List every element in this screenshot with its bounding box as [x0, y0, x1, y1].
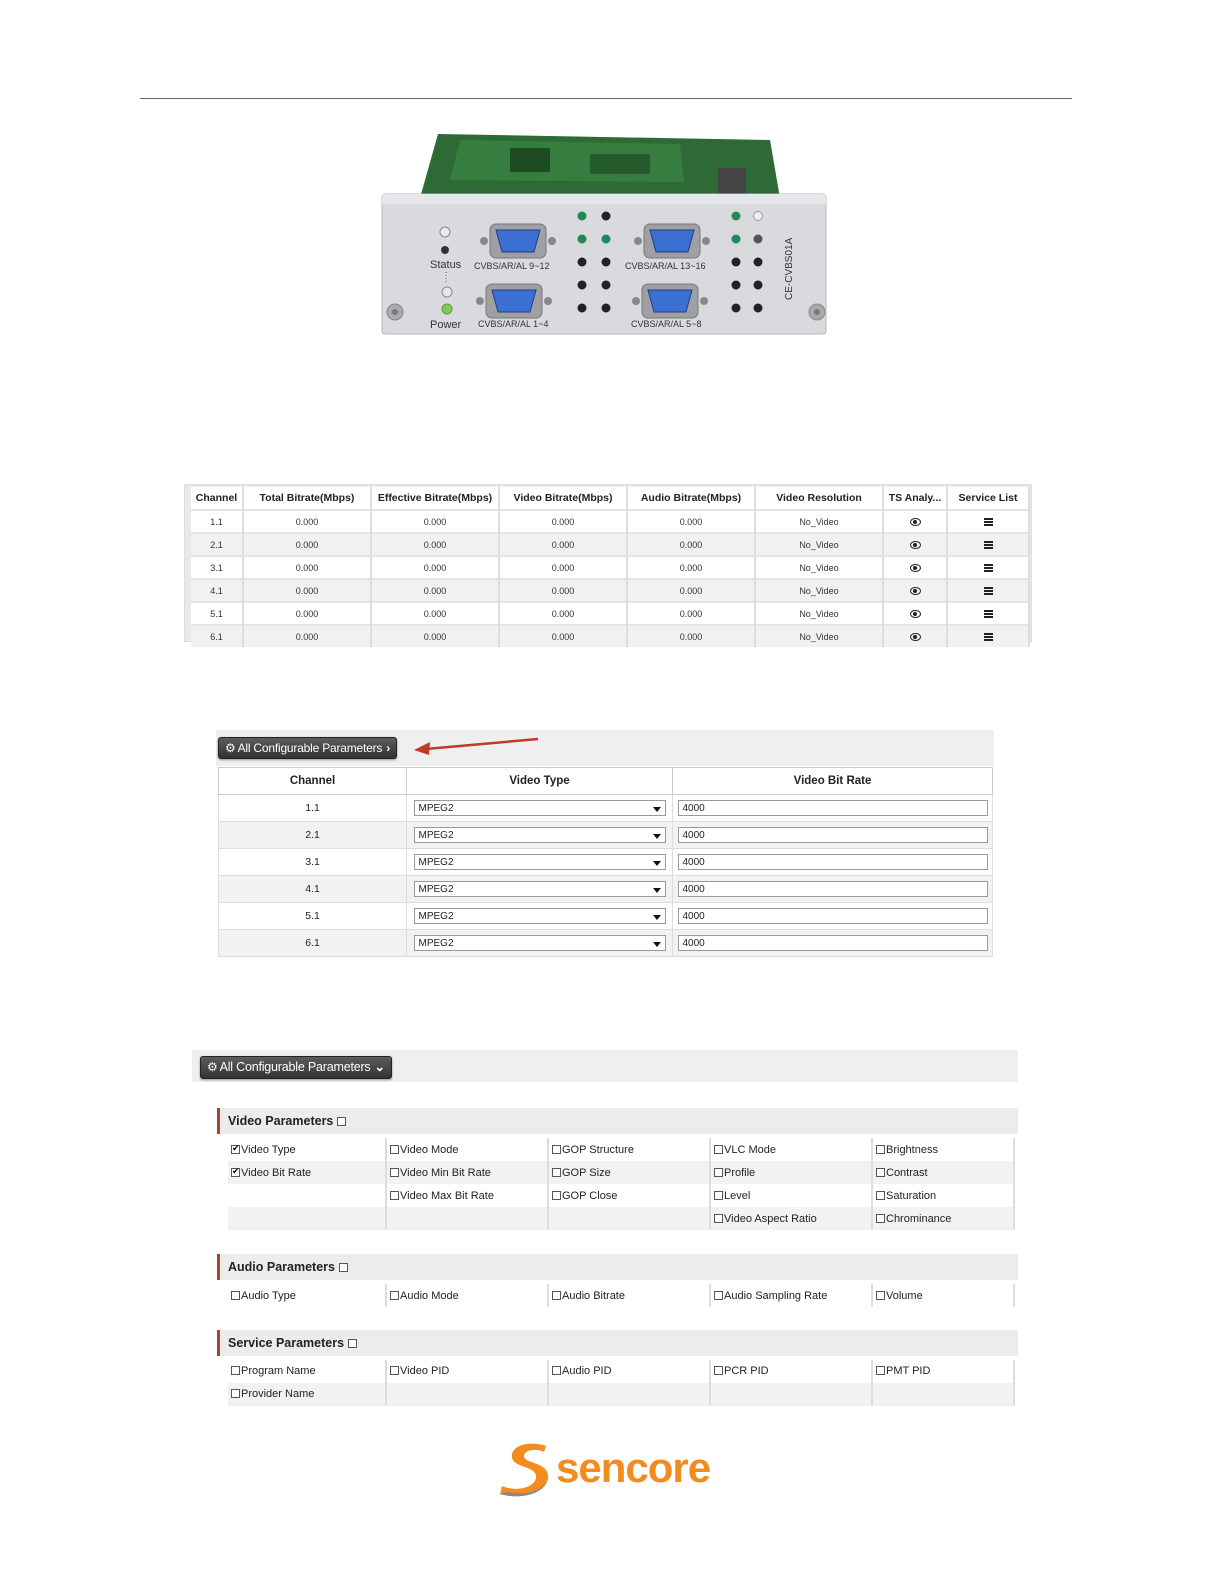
parameter-option[interactable] [552, 1365, 612, 1377]
parameter-label: Audio Type [241, 1289, 296, 1302]
parameter-checkbox[interactable] [231, 1366, 240, 1375]
parameter-cell [548, 1383, 710, 1406]
ts-analyzer-cell[interactable] [883, 533, 947, 556]
video-bit-rate-input[interactable]: 4000 [678, 827, 988, 843]
ts-analyzer-cell[interactable] [883, 510, 947, 533]
parameter-label: Brightness [886, 1143, 938, 1156]
status-column-header: Effective Bitrate(Mbps) [371, 487, 499, 510]
table-row [219, 849, 993, 876]
list-icon[interactable] [984, 541, 993, 549]
logo-wordmark: sencore [556, 1444, 711, 1491]
status-cell: 0.000 [627, 533, 755, 556]
channel-cell: 6.1 [219, 930, 407, 957]
chevron-right-icon: › [386, 741, 391, 755]
table-row [191, 625, 1029, 647]
status-cell: No_Video [755, 510, 883, 533]
parameter-option[interactable] [552, 1144, 634, 1156]
section-title: Video Parameters [228, 1114, 334, 1128]
section-header [217, 1254, 1018, 1280]
parameter-cell [386, 1184, 548, 1207]
parameter-checkbox[interactable] [552, 1168, 561, 1177]
list-icon[interactable] [984, 564, 993, 572]
table-row [219, 822, 993, 849]
status-cell: 0.000 [627, 579, 755, 602]
video-type-cell [407, 849, 673, 876]
status-cell: 0.000 [243, 625, 371, 647]
video-bit-rate-cell [673, 822, 993, 849]
table-row [228, 1184, 1014, 1207]
parameter-cell [710, 1161, 872, 1184]
service-list-cell[interactable] [947, 510, 1029, 533]
parameter-option[interactable] [552, 1190, 617, 1202]
dropdown-caret-icon[interactable] [653, 942, 661, 947]
parameter-cell [710, 1284, 872, 1307]
parameter-checkbox-grid [228, 1360, 1015, 1406]
model-label: CE-CVBS01A [784, 237, 795, 300]
video-type-select[interactable] [414, 800, 666, 816]
video-bit-rate-input[interactable]: 4000 [678, 800, 988, 816]
parameter-option[interactable] [231, 1290, 296, 1302]
section-header [217, 1108, 1018, 1134]
configurable-parameters-panel [192, 1050, 1018, 1402]
channel-status-panel [184, 484, 1032, 642]
status-cell: 0.000 [243, 602, 371, 625]
all-configurable-parameters-toggle[interactable] [200, 1056, 392, 1079]
status-cell: 6.1 [191, 625, 243, 647]
dropdown-caret-icon[interactable] [653, 915, 661, 920]
parameter-cell [548, 1161, 710, 1184]
parameter-checkbox[interactable] [876, 1366, 885, 1375]
table-row [228, 1138, 1014, 1161]
parameter-label: Video Type [241, 1143, 296, 1156]
service-list-cell[interactable] [947, 579, 1029, 602]
channel-status-table [191, 487, 1030, 647]
param-column-header: Channel [219, 768, 407, 795]
parameter-label: Profile [724, 1166, 756, 1179]
param-column-header: Video Type [407, 768, 673, 795]
dropdown-caret-icon[interactable] [653, 888, 661, 893]
parameter-option[interactable] [390, 1190, 494, 1202]
channel-cell: 1.1 [219, 795, 407, 822]
status-cell: 0.000 [499, 533, 627, 556]
parameter-checkbox[interactable] [390, 1168, 399, 1177]
status-cell: 3.1 [191, 556, 243, 579]
parameter-cell [872, 1138, 1014, 1161]
parameter-checkbox[interactable] [552, 1366, 561, 1375]
section-title: Service Parameters [228, 1335, 345, 1350]
status-column-header: Video Bitrate(Mbps) [499, 487, 627, 510]
list-icon[interactable] [984, 587, 993, 595]
table-row [191, 556, 1029, 579]
channel-cell: 4.1 [219, 876, 407, 903]
parameter-checkbox[interactable] [390, 1145, 399, 1154]
param-column-header: Video Bit Rate [673, 768, 993, 795]
section-select-all-checkbox[interactable] [339, 1263, 348, 1272]
status-cell: 0.000 [627, 602, 755, 625]
list-icon[interactable] [984, 518, 993, 526]
status-cell: 0.000 [371, 579, 499, 602]
header-rule [140, 98, 1072, 99]
status-column-header: Channel [191, 487, 243, 510]
table-row [228, 1284, 1014, 1307]
table-row [219, 795, 993, 822]
parameter-cell [710, 1184, 872, 1207]
parameter-checkbox-grid [228, 1284, 1015, 1307]
service-list-cell[interactable] [947, 556, 1029, 579]
status-cell: 0.000 [371, 602, 499, 625]
port-label-9-12: CVBS/AR/AL 9~12 [474, 261, 550, 271]
parameter-checkbox[interactable] [876, 1191, 885, 1200]
parameter-checkbox[interactable] [714, 1366, 723, 1375]
parameter-option[interactable] [714, 1213, 817, 1225]
parameter-cell [872, 1184, 1014, 1207]
parameter-label: Volume [886, 1289, 923, 1302]
table-row [191, 510, 1029, 533]
status-column-header: Total Bitrate(Mbps) [243, 487, 371, 510]
status-cell: 0.000 [627, 556, 755, 579]
table-row [191, 602, 1029, 625]
parameter-checkbox[interactable] [876, 1214, 885, 1223]
status-column-header: TS Analy... [883, 487, 947, 510]
dropdown-caret-icon[interactable] [653, 807, 661, 812]
parameter-option[interactable] [231, 1167, 311, 1179]
status-cell: 1.1 [191, 510, 243, 533]
status-cell: 0.000 [243, 510, 371, 533]
video-type-select[interactable] [414, 881, 666, 897]
parameter-option[interactable] [714, 1290, 827, 1302]
status-cell: 0.000 [371, 625, 499, 647]
parameter-label: Contrast [886, 1166, 928, 1179]
parameter-option[interactable] [714, 1365, 769, 1377]
parameter-label: Video Max Bit Rate [400, 1189, 494, 1202]
status-cell: No_Video [755, 556, 883, 579]
video-type-select[interactable] [414, 935, 666, 951]
parameter-label: Chrominance [886, 1212, 952, 1225]
status-cell: 0.000 [499, 625, 627, 647]
status-column-header: Audio Bitrate(Mbps) [627, 487, 755, 510]
red-arrow-annotation [412, 736, 542, 758]
channel-cell: 5.1 [219, 903, 407, 930]
ts-analyzer-cell[interactable] [883, 602, 947, 625]
parameter-cell [386, 1138, 548, 1161]
parameter-option[interactable] [390, 1290, 459, 1302]
eye-icon[interactable] [910, 518, 921, 526]
status-cell: 0.000 [627, 510, 755, 533]
parameter-cell [228, 1207, 386, 1230]
section-select-all-checkbox[interactable] [337, 1117, 346, 1126]
gear-icon: ⚙ [207, 1060, 218, 1074]
status-cell: 0.000 [371, 510, 499, 533]
status-cell: 0.000 [243, 556, 371, 579]
status-cell: No_Video [755, 625, 883, 647]
video-bit-rate-cell [673, 795, 993, 822]
parameter-option[interactable] [552, 1290, 625, 1302]
parameter-cell [386, 1161, 548, 1184]
button-label: All Configurable Parameters [219, 1060, 371, 1074]
status-cell: 0.000 [627, 625, 755, 647]
parameter-cell [386, 1383, 548, 1406]
list-icon[interactable] [984, 610, 993, 618]
parameter-checkbox[interactable] [714, 1291, 723, 1300]
video-type-cell [407, 795, 673, 822]
parameter-checkbox[interactable] [714, 1191, 723, 1200]
section-title: Audio Parameters [228, 1260, 335, 1274]
parameter-option[interactable] [714, 1190, 750, 1202]
video-type-cell [407, 876, 673, 903]
video-bit-rate-cell [673, 849, 993, 876]
status-label: Status [430, 259, 462, 271]
table-row [228, 1360, 1014, 1383]
parameter-checkbox[interactable] [714, 1145, 723, 1154]
parameter-label: Video Min Bit Rate [400, 1166, 491, 1179]
parameter-checkbox[interactable] [231, 1145, 240, 1154]
parameter-checkbox[interactable] [876, 1168, 885, 1177]
status-cell: 0.000 [371, 533, 499, 556]
video-type-value: MPEG2 [418, 803, 454, 814]
parameter-checkbox[interactable] [876, 1291, 885, 1300]
eye-icon[interactable] [910, 610, 921, 618]
parameter-option[interactable] [714, 1167, 755, 1179]
parameter-checkbox[interactable] [231, 1291, 240, 1300]
parameter-cell [872, 1360, 1014, 1383]
port-label-13-16: CVBS/AR/AL 13~16 [625, 261, 706, 271]
parameter-cell [548, 1184, 710, 1207]
dropdown-caret-icon[interactable] [653, 834, 661, 839]
parameter-cell [710, 1360, 872, 1383]
parameter-cell [228, 1360, 386, 1383]
parameter-cell [386, 1360, 548, 1383]
eye-icon[interactable] [910, 564, 921, 572]
video-type-select[interactable] [414, 854, 666, 870]
parameter-cell [710, 1207, 872, 1230]
parameter-cell [228, 1184, 386, 1207]
chevron-down-icon: ⌄ [374, 1060, 385, 1074]
parameter-checkbox[interactable] [552, 1191, 561, 1200]
parameter-option[interactable] [552, 1167, 611, 1179]
status-cell: No_Video [755, 579, 883, 602]
status-cell: 0.000 [499, 510, 627, 533]
table-row [219, 930, 993, 957]
parameter-checkbox[interactable] [390, 1366, 399, 1375]
status-cell: 0.000 [499, 556, 627, 579]
parameter-option[interactable] [714, 1144, 776, 1156]
table-row [219, 903, 993, 930]
video-type-value: MPEG2 [418, 938, 454, 949]
parameter-checkbox[interactable] [714, 1214, 723, 1223]
video-type-select[interactable] [414, 908, 666, 924]
parameter-cell [710, 1383, 872, 1406]
parameter-cell [228, 1383, 386, 1406]
status-column-header: Video Resolution [755, 487, 883, 510]
button-label: All Configurable Parameters [237, 741, 383, 755]
video-bit-rate-input[interactable]: 4000 [678, 854, 988, 870]
all-configurable-parameters-button[interactable] [218, 737, 397, 759]
channel-parameter-panel [216, 730, 994, 952]
video-type-value: MPEG2 [418, 857, 454, 868]
parameter-cell [548, 1360, 710, 1383]
section-select-all-checkbox[interactable] [348, 1339, 357, 1348]
parameter-option[interactable] [876, 1365, 930, 1377]
video-type-value: MPEG2 [418, 830, 454, 841]
ts-analyzer-cell[interactable] [883, 556, 947, 579]
video-type-value: MPEG2 [418, 884, 454, 895]
parameter-option[interactable] [390, 1167, 491, 1179]
video-bit-rate-input[interactable]: 4000 [678, 881, 988, 897]
parameter-option[interactable] [876, 1213, 951, 1225]
parameter-cell [386, 1207, 548, 1230]
status-cell: 0.000 [499, 602, 627, 625]
parameter-label: PCR PID [724, 1365, 769, 1377]
section-header [217, 1330, 1018, 1356]
parameter-cell [872, 1383, 1014, 1406]
service-list-cell[interactable] [947, 533, 1029, 556]
status-cell: 0.000 [371, 556, 499, 579]
status-cell: No_Video [755, 602, 883, 625]
parameter-cell [228, 1138, 386, 1161]
table-row [228, 1161, 1014, 1184]
parameter-cell [872, 1284, 1014, 1307]
video-type-cell [407, 930, 673, 957]
video-bit-rate-input[interactable]: 4000 [678, 935, 988, 951]
ts-analyzer-cell[interactable] [883, 625, 947, 647]
parameter-label: GOP Close [562, 1189, 618, 1202]
encoder-card-image [380, 132, 828, 336]
dropdown-caret-icon[interactable] [653, 861, 661, 866]
parameter-checkbox[interactable] [231, 1389, 240, 1398]
status-cell: 0.000 [243, 579, 371, 602]
parameter-checkbox[interactable] [231, 1168, 240, 1177]
status-cell: No_Video [755, 533, 883, 556]
parameter-checkbox-grid [228, 1138, 1015, 1230]
video-type-cell [407, 903, 673, 930]
service-list-cell[interactable] [947, 625, 1029, 647]
eye-icon[interactable] [910, 587, 921, 595]
parameter-label: Audio Sampling Rate [724, 1289, 828, 1302]
sencore-logo [498, 1440, 720, 1500]
parameter-label: Video PID [400, 1365, 450, 1377]
video-bit-rate-input[interactable]: 4000 [678, 908, 988, 924]
parameter-option[interactable] [876, 1167, 928, 1179]
parameter-label: Provider Name [241, 1388, 315, 1400]
parameter-option[interactable] [231, 1144, 296, 1156]
video-type-value: MPEG2 [418, 911, 454, 922]
parameter-checkbox[interactable] [876, 1145, 885, 1154]
table-row [228, 1207, 1014, 1230]
parameter-checkbox[interactable] [714, 1168, 723, 1177]
parameter-cell [228, 1284, 386, 1307]
video-type-cell [407, 822, 673, 849]
parameter-label: Saturation [886, 1189, 937, 1202]
parameter-cell [548, 1207, 710, 1230]
parameter-label: PMT PID [886, 1365, 931, 1377]
table-row [191, 533, 1029, 556]
service-list-cell[interactable] [947, 602, 1029, 625]
channel-parameter-table [218, 767, 993, 957]
parameter-checkbox[interactable] [552, 1291, 561, 1300]
parameter-label: GOP Size [562, 1166, 611, 1179]
status-cell: 2.1 [191, 533, 243, 556]
parameter-checkbox[interactable] [552, 1145, 561, 1154]
status-cell: 0.000 [499, 579, 627, 602]
parameter-label: VLC Mode [724, 1143, 776, 1156]
parameter-option[interactable] [231, 1388, 314, 1400]
parameter-checkbox[interactable] [390, 1291, 399, 1300]
parameter-checkbox[interactable] [390, 1191, 399, 1200]
status-column-header: Service List [947, 487, 1029, 510]
port-label-5-8: CVBS/AR/AL 5~8 [631, 319, 702, 329]
video-bit-rate-cell [673, 903, 993, 930]
video-bit-rate-cell [673, 876, 993, 903]
status-cell: 4.1 [191, 579, 243, 602]
parameter-label: Level [724, 1189, 751, 1202]
parameter-label: GOP Structure [562, 1143, 634, 1156]
video-bit-rate-cell [673, 930, 993, 957]
parameter-label: Video Bit Rate [241, 1166, 312, 1179]
parameter-option[interactable] [876, 1190, 936, 1202]
channel-cell: 3.1 [219, 849, 407, 876]
table-row [191, 579, 1029, 602]
parameter-label: Video Aspect Ratio [724, 1212, 817, 1225]
parameter-label: Audio Mode [400, 1289, 459, 1302]
parameter-cell [710, 1138, 872, 1161]
eye-icon[interactable] [910, 541, 921, 549]
parameter-option[interactable] [390, 1365, 449, 1377]
channel-cell: 2.1 [219, 822, 407, 849]
status-cell: 0.000 [243, 533, 371, 556]
table-row [219, 876, 993, 903]
parameter-cell [548, 1284, 710, 1307]
parameter-cell [228, 1161, 386, 1184]
parameter-cell [872, 1207, 1014, 1230]
list-icon[interactable] [984, 633, 993, 641]
parameter-label: Program Name [241, 1365, 316, 1377]
gear-icon: ⚙ [225, 741, 236, 755]
parameter-cell [548, 1138, 710, 1161]
parameter-cell [386, 1284, 548, 1307]
status-cell: 5.1 [191, 602, 243, 625]
video-type-select[interactable] [414, 827, 666, 843]
table-row [228, 1383, 1014, 1406]
parameter-option[interactable] [876, 1290, 923, 1302]
parameter-label: Audio PID [562, 1365, 612, 1377]
parameter-label: Video Mode [400, 1143, 459, 1156]
parameter-option[interactable] [390, 1144, 459, 1156]
ts-analyzer-cell[interactable] [883, 579, 947, 602]
parameter-label: Audio Bitrate [562, 1289, 625, 1302]
port-label-1-4: CVBS/AR/AL 1~4 [478, 319, 549, 329]
parameter-option[interactable] [231, 1365, 316, 1377]
parameter-option[interactable] [876, 1144, 938, 1156]
power-label: Power [430, 319, 462, 331]
eye-icon[interactable] [910, 633, 921, 641]
parameter-cell [872, 1161, 1014, 1184]
